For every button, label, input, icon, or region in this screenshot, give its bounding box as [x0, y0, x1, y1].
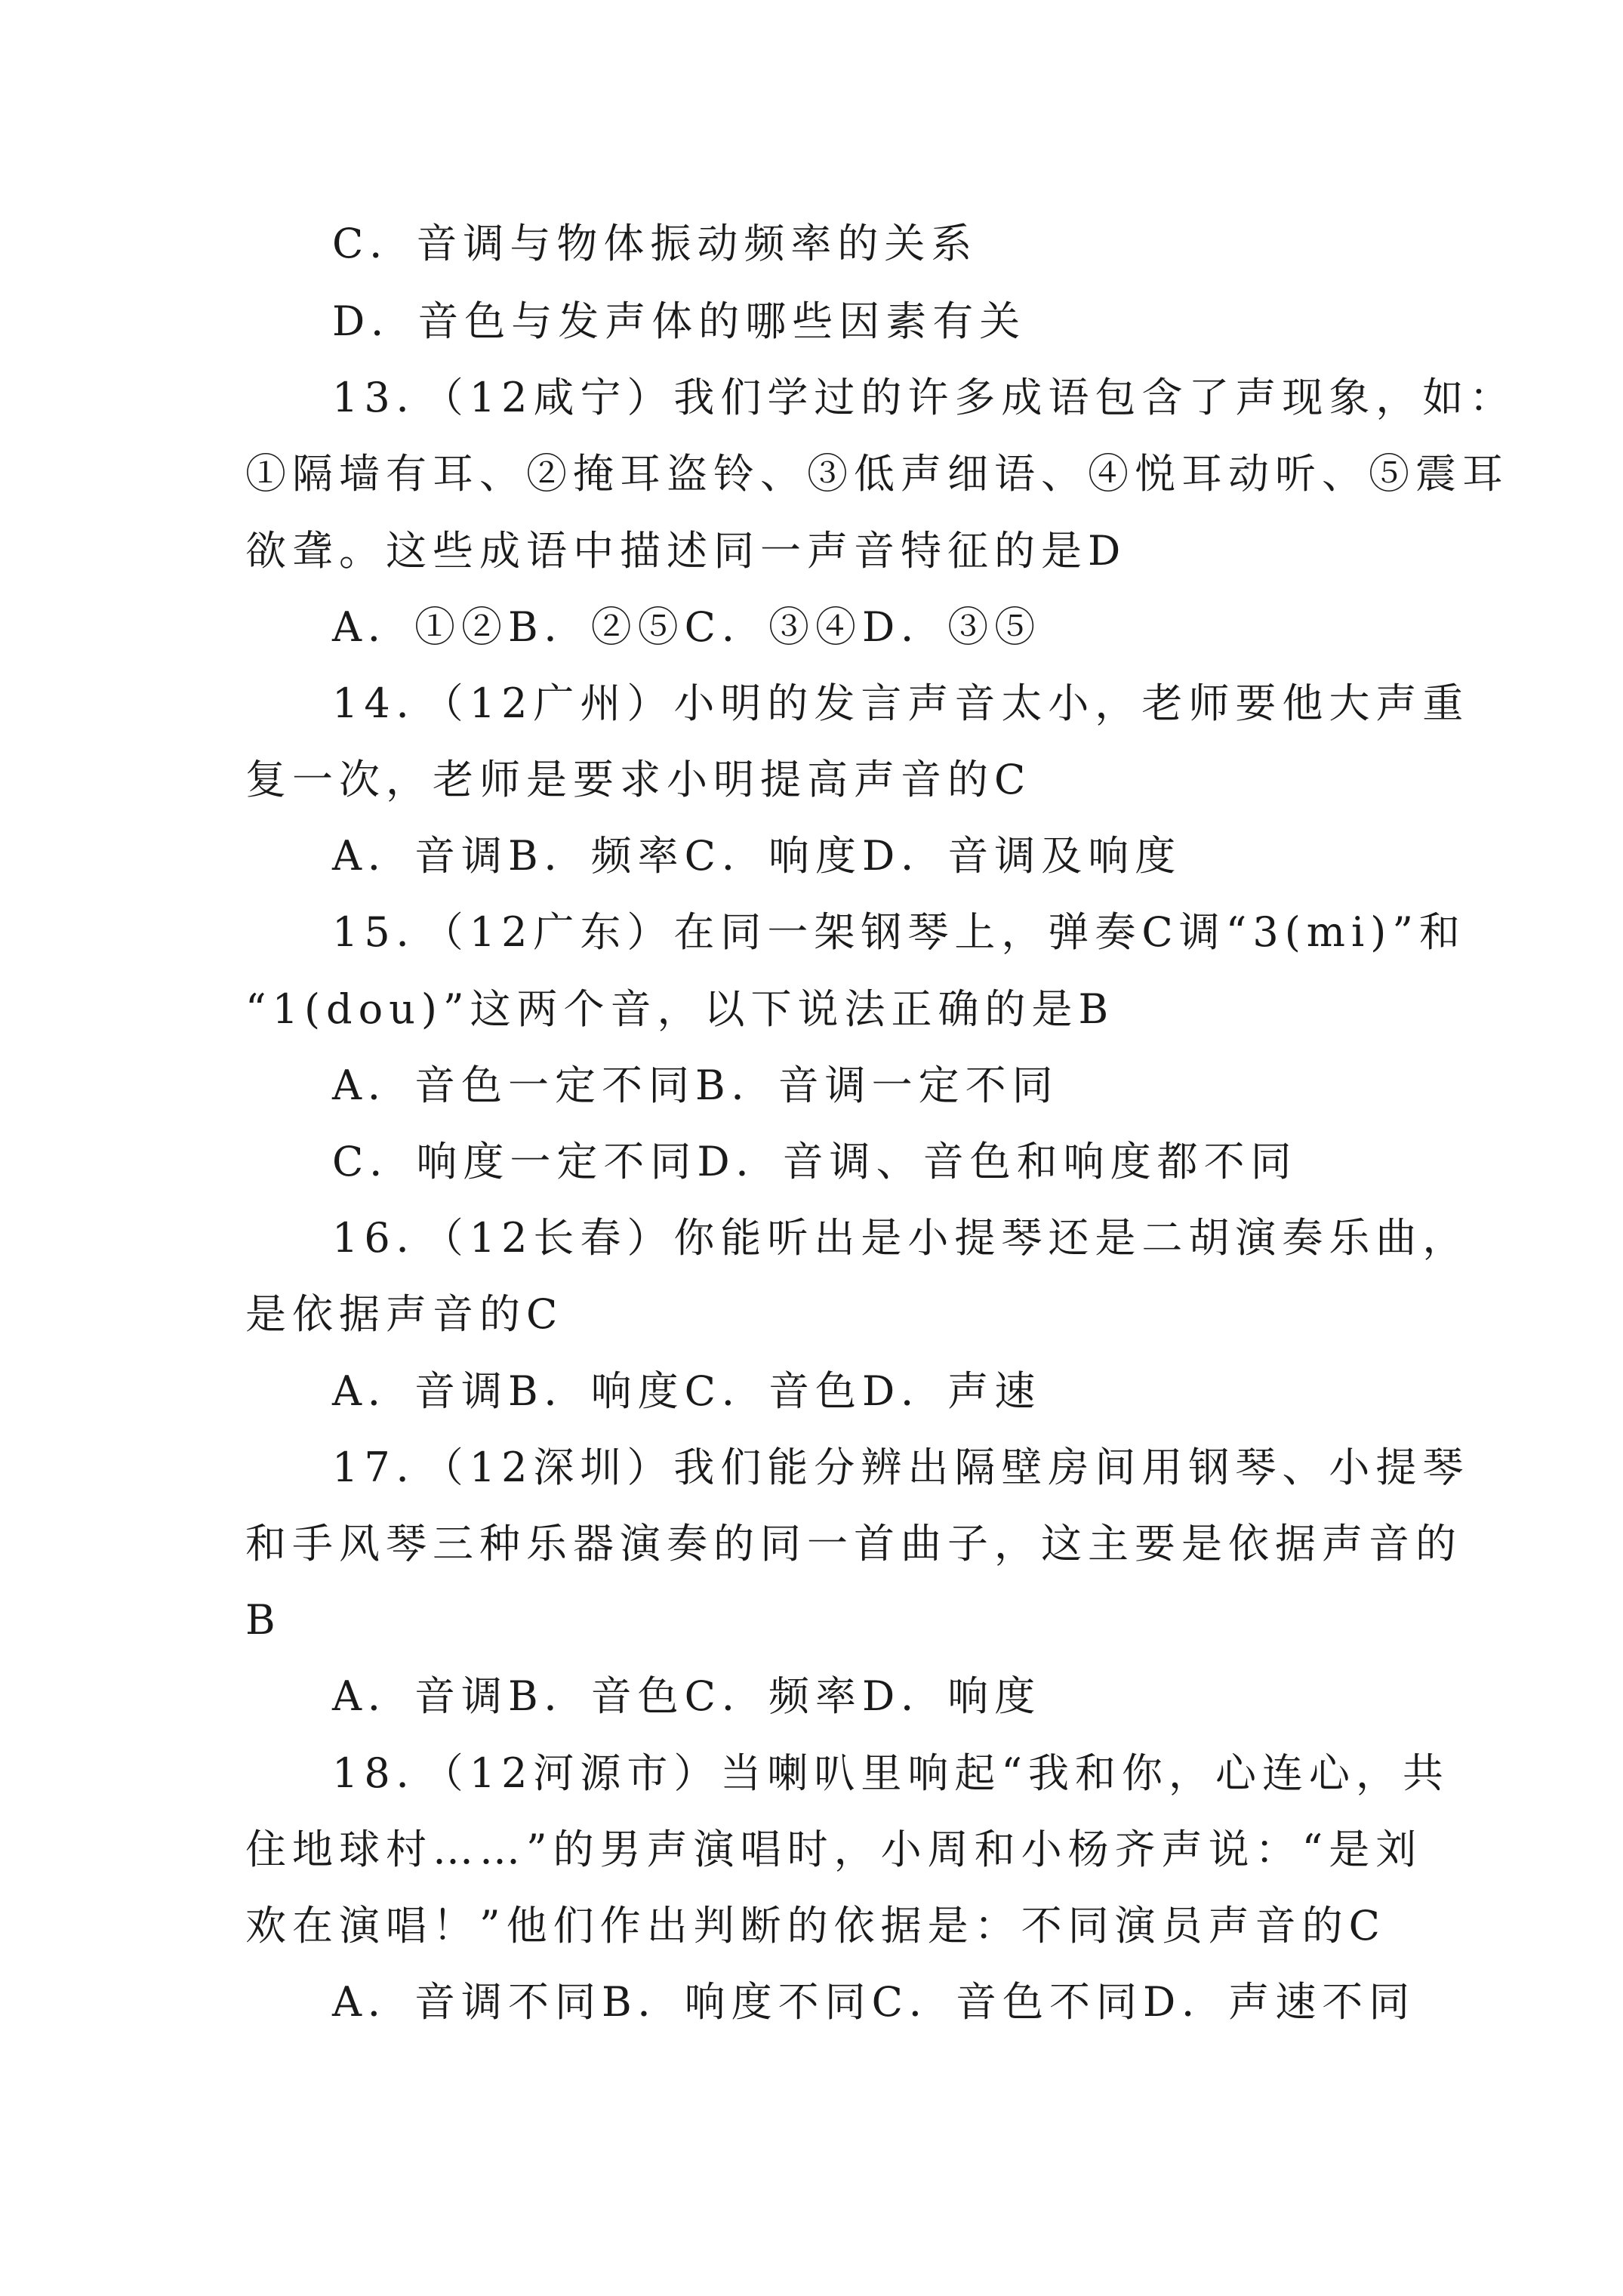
- question-15-line-2: “1(dou)”这两个音，以下说法正确的是B: [245, 985, 1115, 1033]
- question-17-line-2: 和手风琴三种乐器演奏的同一首曲子，这主要是依据声音的: [245, 1520, 1462, 1567]
- question-16-options: A．音调B．响度C．音色D．声速: [332, 1367, 1042, 1415]
- option-line-12c: C．音调与物体振动频率的关系: [332, 220, 978, 267]
- question-13-line-3: 欲聋。这些成语中描述同一声音特征的是D: [245, 527, 1127, 575]
- question-15-options-2: C．响度一定不同D．音调、音色和响度都不同: [332, 1138, 1298, 1185]
- option-line-12d: D．音色与发声体的哪些因素有关: [332, 297, 1027, 345]
- question-18-line-2: 住地球村……”的男声演唱时，小周和小杨齐声说：“是刘: [245, 1826, 1423, 1873]
- question-17-options: A．音调B．音色C．频率D．响度: [332, 1672, 1042, 1720]
- question-17-line-1: 17．（12深圳）我们能分辨出隔壁房间用钢琴、小提琴: [332, 1444, 1470, 1491]
- question-18-options: A．音调不同B．响度不同C．音色不同D．声速不同: [332, 1978, 1416, 2026]
- question-13-line-2: ①隔墙有耳、②掩耳盗铃、③低声细语、④悦耳动听、⑤震耳: [245, 450, 1509, 498]
- question-14-line-1: 14．（12广州）小明的发言声音太小，老师要他大声重: [332, 680, 1470, 727]
- question-16-line-1: 16．（12长春）你能听出是小提琴还是二胡演奏乐曲，: [332, 1214, 1470, 1262]
- question-18-line-1: 18．（12河源市）当喇叭里响起“我和你，心连心，共: [332, 1749, 1450, 1797]
- question-14-options: A．音调B．频率C．响度D．音调及响度: [332, 832, 1182, 880]
- question-15-options-1: A．音色一定不同B．音调一定不同: [332, 1062, 1059, 1109]
- question-13-options: A．①②B．②⑤C．③④D．③⑤: [332, 603, 1042, 651]
- question-17-line-3: B: [245, 1596, 282, 1644]
- question-13-line-1: 13．（12咸宁）我们学过的许多成语包含了声现象，如：: [332, 374, 1517, 421]
- question-15-line-1: 15．（12广东）在同一架钢琴上，弹奏C调“3(mi)”和: [332, 908, 1466, 956]
- question-16-line-2: 是依据声音的C: [245, 1290, 564, 1338]
- question-14-line-2: 复一次，老师是要求小明提高声音的C: [245, 756, 1032, 803]
- question-18-line-3: 欢在演唱！”他们作出判断的依据是：不同演员声音的C: [245, 1902, 1386, 1949]
